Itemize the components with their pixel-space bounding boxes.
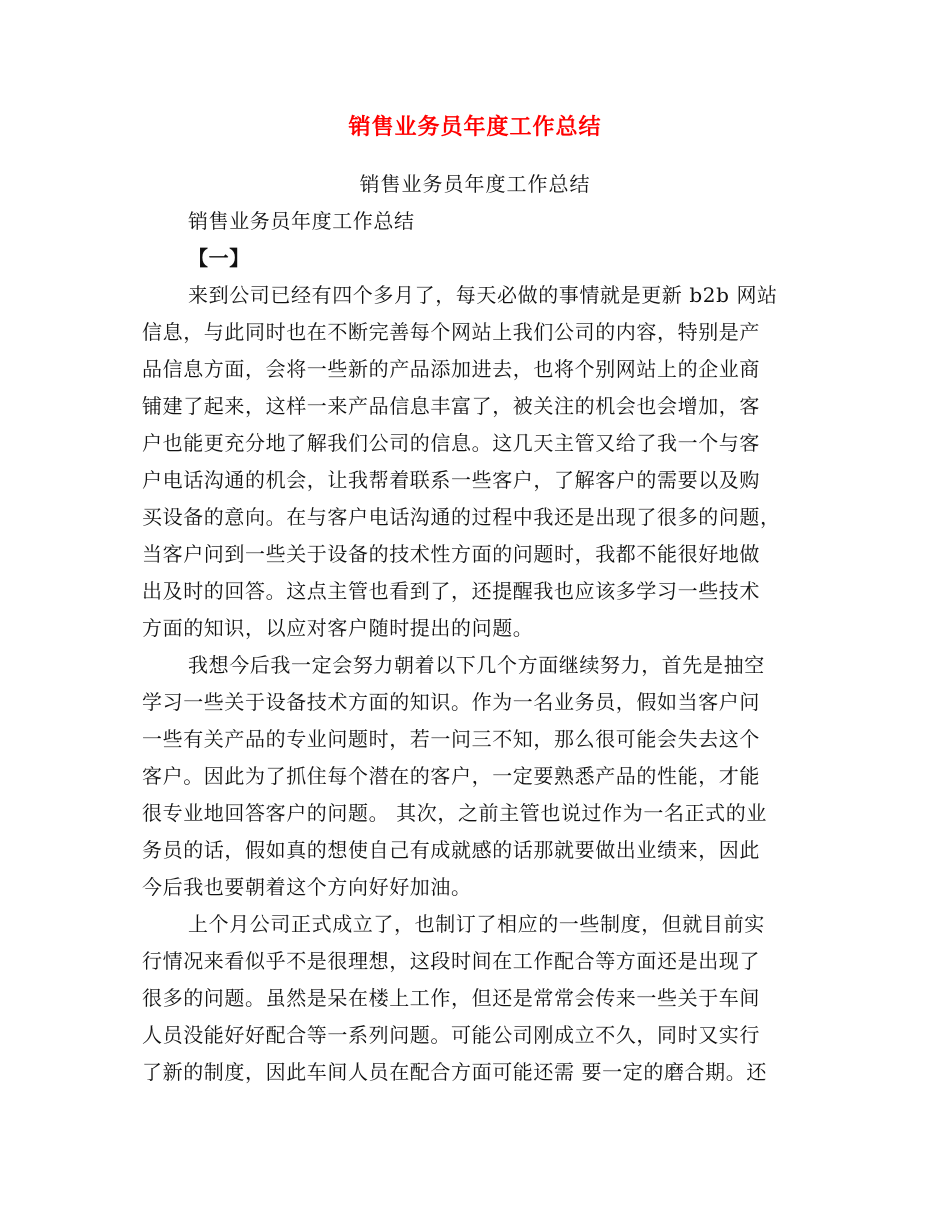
paragraph-line: 了新的制度，因此车间人员在配合方面可能还需 要一定的磨合期。还: [142, 1060, 767, 1084]
document-heading: 销售业务员年度工作总结: [188, 209, 415, 233]
paragraph-line: 我想今后我一定会努力朝着以下几个方面继续努力，首先是抽空: [188, 653, 765, 677]
paragraph-line: 来到公司已经有四个多月了，每天必做的事情就是更新 b2b 网站: [188, 283, 778, 307]
paragraph-line: 很专业地回答客户的问题。 其次，之前主管也说过作为一名正式的业: [142, 801, 767, 825]
paragraph-line: 上个月公司正式成立了，也制订了相应的一些制度，但就目前实: [188, 912, 765, 936]
paragraph-line: 品信息方面，会将一些新的产品添加进去，也将个别网站上的企业商: [142, 357, 760, 381]
paragraph-line: 出及时的回答。这点主管也看到了，还提醒我也应该多学习一些技术: [142, 579, 760, 603]
paragraph-line: 买设备的意向。在与客户电话沟通的过程中我还是出现了很多的问题，: [142, 505, 781, 529]
paragraph-line: 务员的话，假如真的想使自己有成就感的话那就要做出业绩来，因此: [142, 838, 760, 862]
paragraph-line: 当客户问到一些关于设备的技术性方面的问题时，我都不能很好地做: [142, 542, 760, 566]
section-label: 【一】: [188, 246, 250, 270]
document-title: 销售业务员年度工作总结: [348, 115, 602, 140]
paragraph-line: 户也能更充分地了解我们公司的信息。这几天主管又给了我一个与客: [142, 431, 760, 455]
paragraph-line: 客户。因此为了抓住每个潜在的客户，一定要熟悉产品的性能，才能: [142, 764, 760, 788]
paragraph-line: 人员没能好好配合等一系列问题。可能公司刚成立不久，同时又实行: [142, 1023, 760, 1047]
paragraph-line: 学习一些关于设备技术方面的知识。作为一名业务员，假如当客户问: [142, 690, 760, 714]
paragraph-line: 信息，与此同时也在不断完善每个网站上我们公司的内容，特别是产: [142, 320, 760, 344]
document-body: [142, 203, 802, 1091]
paragraph-line: 户电话沟通的机会，让我帮着联系一些客户，了解客户的需要以及购: [142, 468, 760, 492]
paragraph-line: 铺建了起来，这样一来产品信息丰富了，被关注的机会也会增加，客: [142, 394, 760, 418]
paragraph-line: 行情况来看似乎不是很理想，这段时间在工作配合等方面还是出现了: [142, 949, 760, 973]
paragraph-line: 很多的问题。虽然是呆在楼上工作，但还是常常会传来一些关于车间: [142, 986, 760, 1010]
paragraph-line: 方面的知识，以应对客户随时提出的问题。: [142, 616, 534, 640]
paragraph-line: 今后我也要朝着这个方向好好加油。: [142, 875, 472, 899]
paragraph-line: 一些有关产品的专业问题时，若一问三不知，那么很可能会失去这个: [142, 727, 760, 751]
document-subtitle: 销售业务员年度工作总结: [359, 172, 591, 196]
